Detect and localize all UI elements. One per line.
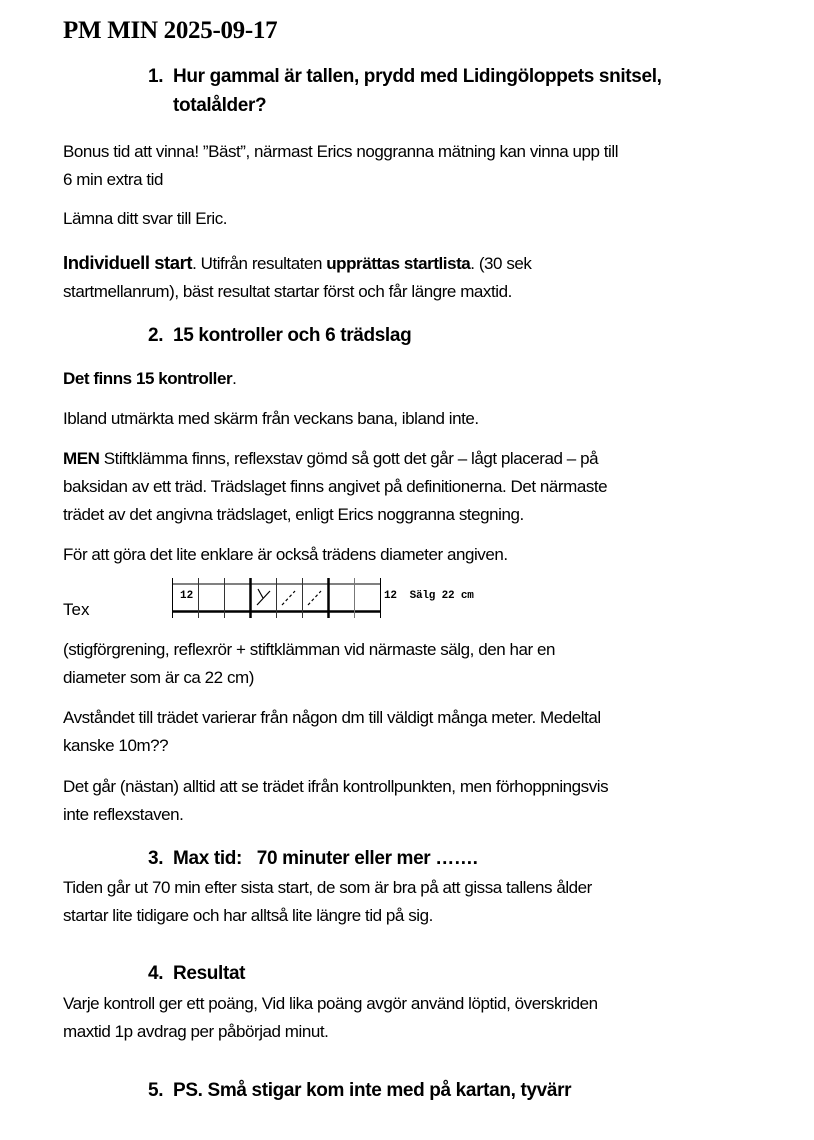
text: . bbox=[232, 369, 237, 388]
text-line: baksidan av ett träd. Trädslaget finns angivet på definitionerna. Det närmaste bbox=[63, 477, 608, 496]
text-line bbox=[63, 249, 531, 278]
marking-paragraph: Ibland utmärkta med skärm från veckans bana, ibland inte. bbox=[63, 409, 479, 428]
distance-paragraph bbox=[63, 704, 601, 760]
text-line: startar lite tidigare och har alltså lite längre tid på sig. bbox=[63, 906, 433, 925]
section-heading-text: 15 kontroller och 6 trädslag bbox=[173, 325, 412, 346]
text-line bbox=[63, 445, 607, 473]
dashed-diagonal-icon bbox=[282, 591, 295, 605]
controls-count-paragraph bbox=[63, 365, 236, 393]
text: . Utifrån resultaten bbox=[192, 254, 327, 273]
section-heading-2 bbox=[148, 321, 411, 350]
text-line: Avståndet till trädet varierar från någon dm till väldigt många meter. Medeltal bbox=[63, 708, 601, 727]
section-heading-text: totalålder? bbox=[173, 95, 267, 116]
bold-text: Individuell start bbox=[63, 252, 193, 273]
text: . (30 sek bbox=[470, 254, 532, 273]
control-description-grid bbox=[172, 578, 382, 618]
text-line: 6 min extra tid bbox=[63, 170, 164, 189]
path-fork-icon bbox=[257, 589, 270, 605]
example-label: Tex bbox=[63, 600, 90, 619]
dashed-diagonal-icon bbox=[308, 591, 321, 605]
bold-text: MEN bbox=[63, 449, 100, 468]
text-line: Varje kontroll ger ett poäng, Vid lika poäng avgör använd löptid, överskriden bbox=[63, 994, 598, 1013]
section-number: 5. bbox=[148, 1080, 164, 1101]
clamp-paragraph bbox=[63, 445, 607, 529]
diameter-paragraph: För att göra det lite enklare är också trädens diameter angiven. bbox=[63, 545, 508, 564]
bold-text: Det finns 15 kontroller bbox=[63, 369, 233, 388]
visibility-paragraph bbox=[63, 773, 608, 829]
section-number: 1. bbox=[148, 66, 164, 87]
section-heading-text: PS. Små stigar kom inte med på kartan, tyvärr bbox=[173, 1080, 572, 1101]
text-line: trädet av det angivna trädslaget, enligt Erics noggranna stegning. bbox=[63, 505, 524, 524]
text-line: kanske 10m?? bbox=[63, 736, 169, 755]
section-heading-5 bbox=[148, 1076, 571, 1105]
text-line: inte reflexstaven. bbox=[63, 805, 184, 824]
section-number: 4. bbox=[148, 963, 164, 984]
section-number: 3. bbox=[148, 848, 164, 869]
section-heading-text: Max tid: 70 minuter eller mer ……. bbox=[173, 848, 478, 869]
bold-text: upprättas startlista bbox=[326, 254, 471, 273]
text-line: maxtid 1p avdrag per påbörjad minut. bbox=[63, 1022, 329, 1041]
submit-answer-paragraph: Lämna ditt svar till Eric. bbox=[63, 209, 228, 228]
section-heading-text: Resultat bbox=[173, 963, 246, 984]
text-line: startmellanrum), bäst resultat startar först och får längre maxtid. bbox=[63, 282, 512, 301]
section-number: 2. bbox=[148, 325, 164, 346]
section-heading-text: Hur gammal är tallen, prydd med Lidingöloppets snitsel, bbox=[173, 66, 662, 87]
time-limit-paragraph bbox=[63, 874, 592, 930]
section-heading-3 bbox=[148, 844, 478, 873]
results-paragraph bbox=[63, 990, 598, 1046]
text-line: Det går (nästan) alltid att se trädet ifrån kontrollpunkten, men förhoppningsvis bbox=[63, 777, 609, 796]
example-explanation-paragraph bbox=[63, 636, 555, 692]
control-description-table bbox=[172, 578, 382, 618]
text-line: Bonus tid att vinna! ”Bäst”, närmast Erics noggranna mätning kan vinna upp till bbox=[63, 142, 619, 161]
text-line: Tiden går ut 70 min efter sista start, de som är bra på att gissa tallens ålder bbox=[63, 878, 592, 897]
text: Stiftklämma finns, reflexstav gömd så gott det går – lågt placerad – på bbox=[99, 449, 599, 468]
page-title: PM MIN 2025-09-17 bbox=[63, 17, 278, 44]
individual-start-paragraph bbox=[63, 249, 531, 306]
control-number-cell: 12 bbox=[180, 590, 194, 602]
text-line: diameter som är ca 22 cm) bbox=[63, 668, 254, 687]
section-heading-4 bbox=[148, 959, 245, 988]
text-line: (stigförgrening, reflexrör + stiftklämman vid närmaste sälg, den har en bbox=[63, 640, 555, 659]
bonus-paragraph bbox=[63, 138, 618, 194]
control-description-text: 12 Sälg 22 cm bbox=[384, 590, 474, 602]
section-heading-1 bbox=[148, 62, 662, 120]
